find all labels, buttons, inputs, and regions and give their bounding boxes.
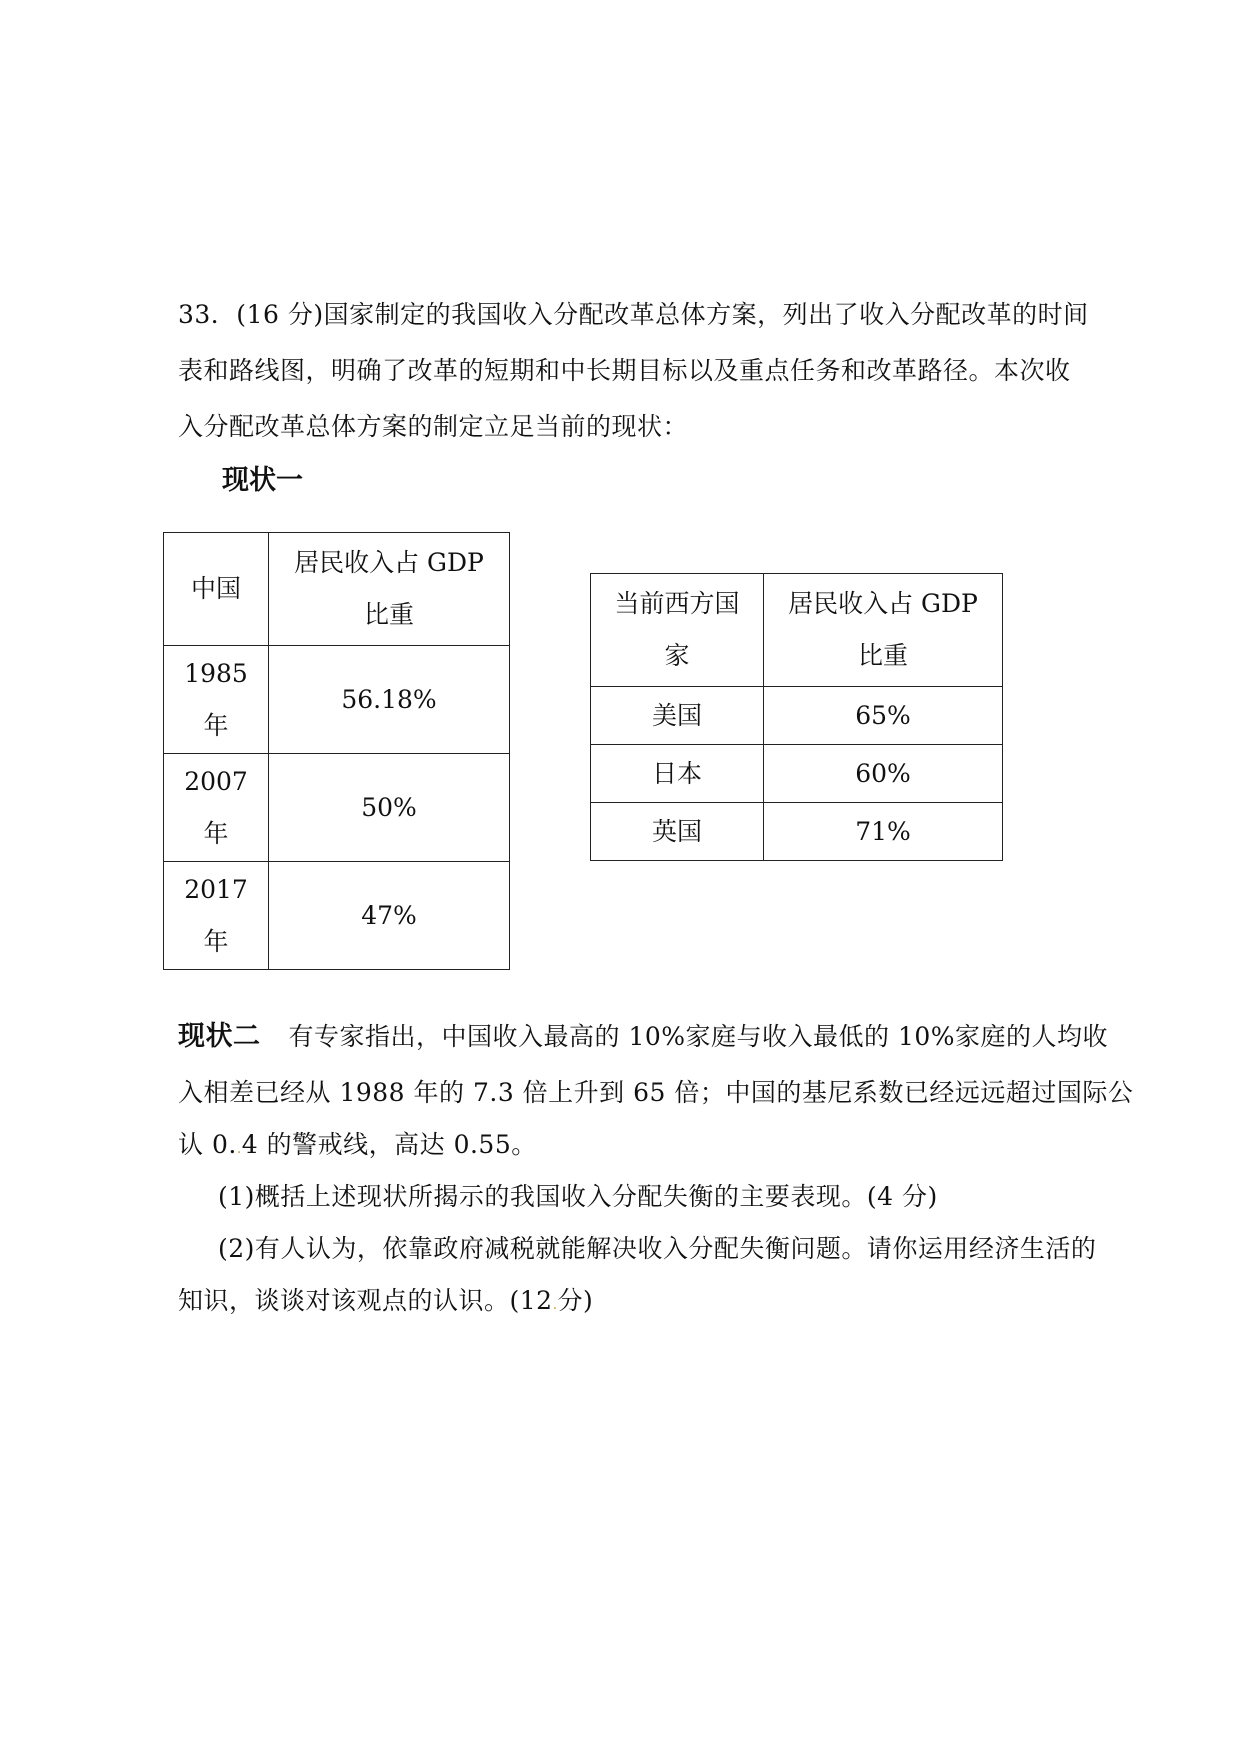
country-cell <box>591 687 764 745</box>
year-number: 2007 <box>184 766 248 796</box>
question-line-2: 表和路线图，明确了改革的短期和中长期目标以及重点任务和改革路径。本次收 <box>178 356 1071 385</box>
header-country-cell <box>591 574 764 687</box>
value-text: 65% <box>855 700 911 730</box>
china-income-table <box>163 532 510 970</box>
value-cell <box>764 745 1003 803</box>
value-text: 50% <box>361 792 417 822</box>
header-country-label-line2: 家 <box>664 641 690 670</box>
status-two-line-2: 入相差已经从 1988 年的 7.3 倍上升到 65 倍；中国的基尼系数已经远远超过国际公 <box>178 1078 1134 1107</box>
value-text: 47% <box>361 900 417 930</box>
stray-dot-mark: . <box>236 1141 242 1157</box>
question-line-3: 入分配改革总体方案的制定立足当前的现状： <box>178 412 689 441</box>
country-cell <box>591 745 764 803</box>
status-two-text-3a: 认 0. <box>178 1130 237 1159</box>
value-cell <box>269 862 510 970</box>
header-country-label-line1: 当前西方国 <box>614 589 740 618</box>
table-row <box>591 803 1003 861</box>
country-cell <box>591 803 764 861</box>
year-cell <box>164 646 269 754</box>
table-row <box>164 646 510 754</box>
status-two-heading: 现状二 <box>178 1021 261 1052</box>
stray-dot-mark: . <box>552 1297 558 1313</box>
country-name: 英国 <box>651 816 702 846</box>
header-share-cell <box>764 574 1003 687</box>
value-cell <box>269 754 510 862</box>
sub-question-2-text-b: 分) <box>557 1286 594 1315</box>
value-cell <box>269 646 510 754</box>
header-share-label-line1: 居民收入占 GDP <box>294 548 484 577</box>
sub-question-1: (1)概括上述现状所揭示的我国收入分配失衡的主要表现。(4 分) <box>218 1182 938 1211</box>
header-country-cell <box>164 533 269 646</box>
country-name: 日本 <box>651 758 702 788</box>
table-row <box>591 745 1003 803</box>
table-row <box>164 754 510 862</box>
value-cell <box>764 687 1003 745</box>
header-country-label: 中国 <box>190 574 241 603</box>
sub-question-2-text-a: 知识，谈谈对该观点的认识。(12 <box>178 1286 553 1315</box>
status-two-text-3b: 4 的警戒线，高达 0.55。 <box>241 1130 537 1159</box>
status-two-line-3 <box>178 1128 537 1166</box>
value-text: 71% <box>855 816 911 846</box>
year-number: 1985 <box>184 658 248 688</box>
table-row <box>164 862 510 970</box>
year-unit: 年 <box>203 818 229 848</box>
year-cell <box>164 754 269 862</box>
header-share-label-line2: 比重 <box>363 600 414 629</box>
value-text: 56.18% <box>341 684 437 714</box>
year-unit: 年 <box>203 926 229 956</box>
value-cell <box>764 803 1003 861</box>
table-header-row <box>164 533 510 646</box>
year-unit: 年 <box>203 710 229 740</box>
year-number: 2017 <box>184 874 248 904</box>
sub-question-2-line-1: (2)有人认为，依靠政府减税就能解决收入分配失衡问题。请你运用经济生活的 <box>218 1234 1097 1263</box>
header-share-label-line1: 居民收入占 GDP <box>788 589 978 618</box>
table-header-row <box>591 574 1003 687</box>
sub-question-2-line-2 <box>178 1284 593 1322</box>
status-one-heading: 现状一 <box>222 465 303 496</box>
table-row <box>591 687 1003 745</box>
header-share-label-line2: 比重 <box>857 641 908 670</box>
question-line-1: 33．(16 分)国家制定的我国收入分配改革总体方案，列出了收入分配改革的时间 <box>178 300 1089 329</box>
country-name: 美国 <box>651 700 702 730</box>
value-text: 60% <box>855 758 911 788</box>
header-share-cell <box>269 533 510 646</box>
status-two-line-1 <box>178 1020 1108 1054</box>
status-two-text-1: 有专家指出，中国收入最高的 10%家庭与收入最低的 10%家庭的人均收 <box>288 1022 1109 1051</box>
western-income-table <box>590 573 1003 861</box>
year-cell <box>164 862 269 970</box>
